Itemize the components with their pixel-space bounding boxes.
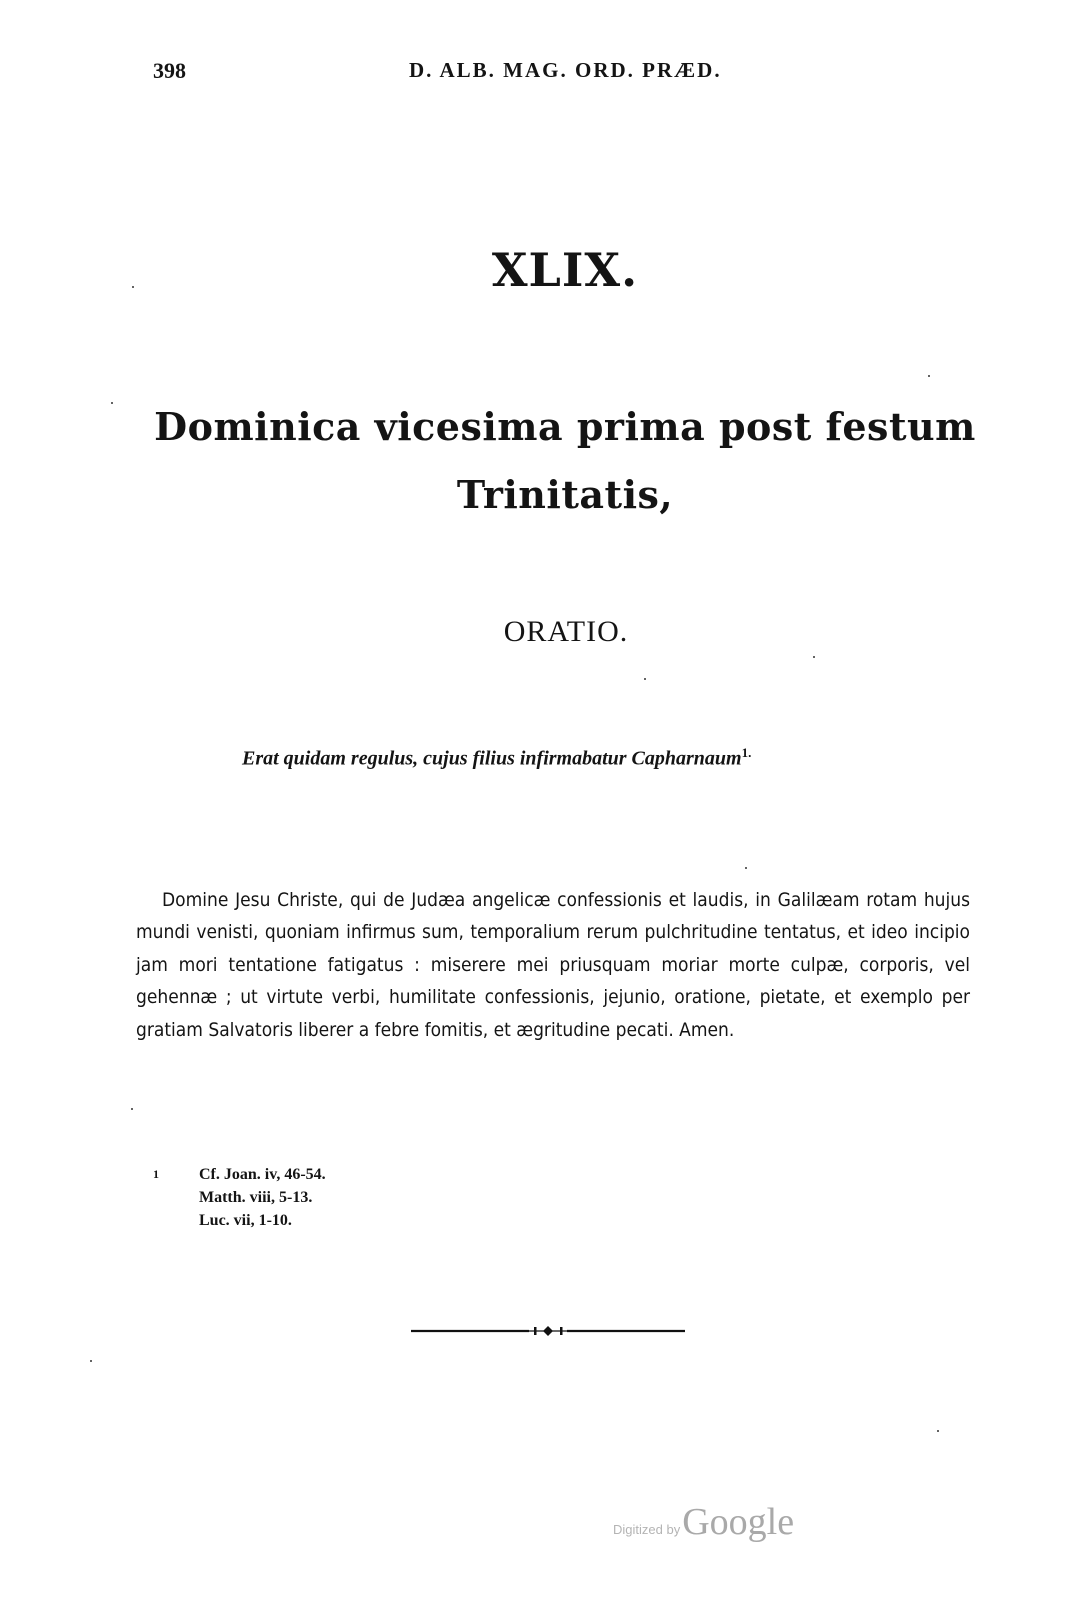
- end-ornament-rule: [411, 1324, 685, 1338]
- running-head: D. ALB. MAG. ORD. PRÆD.: [409, 58, 722, 82]
- scan-speck: [745, 867, 747, 869]
- footnote-marker: 1: [153, 1167, 159, 1181]
- footnote-line: Luc. vii, 1-10.: [199, 1212, 292, 1229]
- scan-speck: [937, 1430, 939, 1432]
- prayer-text: Domine Jesu Christe, qui de Judæa angelicæ confessionis et laudis, in Galilæam rotam hujus mundi venisti, quoniam infirmus sum, temporalium rerum pulchritudine tentatus, et ideo incipio jam mori tentatione fatigatus : miserere mei priusquam moriar morte culpæ, corporis, vel gehennæ ; ut virtute verbi, humilitate confessionis, jejunio, oratione, pietate, et exemplo per gratiam Salvatoris liberer a febre fomitis, et ægritudine pecati. Amen.: [136, 889, 970, 1041]
- watermark-prefix: Digitized by: [613, 1522, 681, 1537]
- footnote-line: [153, 1163, 326, 1186]
- epigraph: [242, 745, 751, 771]
- footnote-line: Matth. viii, 5-13.: [199, 1189, 313, 1206]
- scan-speck: [644, 678, 646, 680]
- scan-speck: [813, 656, 815, 658]
- scan-speck: [111, 402, 113, 404]
- footnote-reference: 1.: [741, 745, 752, 760]
- scan-speck: [928, 375, 930, 377]
- footnotes: [153, 1163, 326, 1232]
- digitized-by-google-watermark: [613, 1500, 794, 1544]
- subheading-oratio: ORATIO.: [503, 615, 629, 648]
- section-title-line-1: Dominica vicesima prima post festum: [154, 404, 976, 449]
- chapter-number: XLIX.: [491, 243, 639, 297]
- scan-speck: [90, 1360, 92, 1362]
- epigraph-text: Erat quidam regulus, cujus filius infirmabatur Capharnaum: [242, 747, 742, 770]
- section-title-line-2: Trinitatis,: [456, 472, 674, 517]
- scan-speck: [131, 1108, 133, 1110]
- page-number: 398: [153, 58, 186, 83]
- scan-speck: [132, 286, 134, 288]
- section-title: [150, 393, 980, 529]
- footnote-text: Cf. Joan. iv, 46-54.: [199, 1166, 326, 1183]
- google-logo: Google: [682, 1501, 795, 1543]
